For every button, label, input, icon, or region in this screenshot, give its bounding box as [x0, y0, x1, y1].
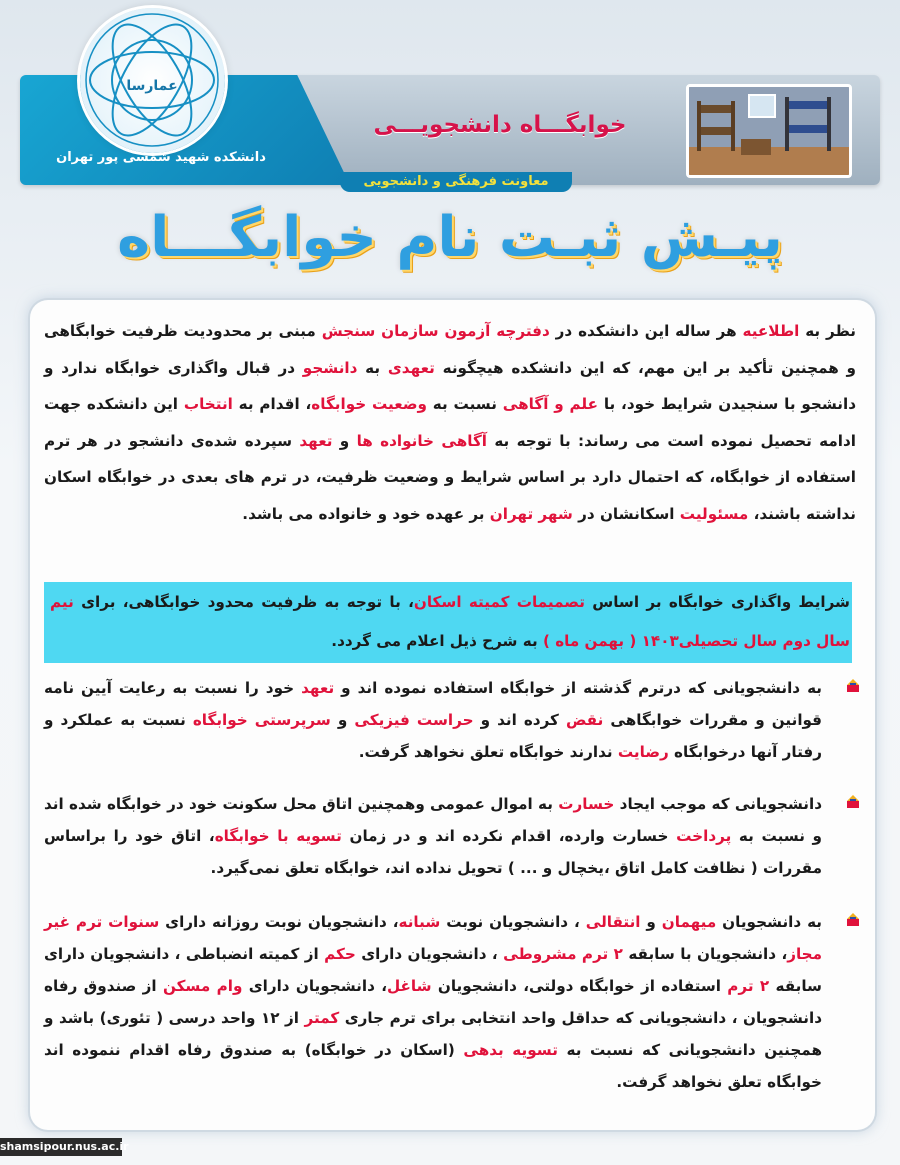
- website-url[interactable]: shamsipour.nus.ac.ir: [0, 1138, 122, 1156]
- intro-text: نظر به: [799, 322, 856, 340]
- condition-text: ندارند خوابگاه تعلق نخواهد گرفت.: [358, 743, 618, 761]
- condition-text: به اموال عمومی وهمچنین اتاق محل سکونت خود در خوابگاه شده اند و نسبت به: [44, 795, 823, 845]
- highlight-text: به شرح ذیل اعلام می گردد.: [331, 632, 543, 650]
- condition-text: ، دانشجویان نوبت: [440, 913, 586, 931]
- intro-text: هر ساله این دانشکده در: [549, 322, 743, 340]
- condition-emphasis: سرپرستی خوابگاه: [192, 711, 331, 729]
- condition-emphasis: تسویه با خوابگاه: [214, 827, 342, 845]
- dormitory-room-image: [686, 84, 852, 178]
- page-title: پیـش ثبـت نام خوابگـــاه: [117, 205, 783, 270]
- intro-text: به: [357, 358, 388, 377]
- condition-emphasis: تعهد: [301, 679, 335, 697]
- intro-emphasis: دانشجو: [302, 358, 358, 377]
- intro-emphasis: دفترچه آزمون سازمان سنجش: [321, 322, 550, 340]
- intro-text: نسبت به: [426, 395, 503, 413]
- university-logo: [80, 8, 225, 153]
- condition-emphasis: ۲ ترم مشروطی: [503, 945, 623, 963]
- condition-text: ، اتاق خود را براساس مقررات ( نظافت کامل اتاق ،یخچال و ... ) تحویل نداده اند، خوابگاه تعلق نمی‌گیرد.: [44, 827, 822, 877]
- condition-emphasis: تسویه بدهی: [463, 1041, 558, 1059]
- condition-emphasis: میهمان: [661, 913, 717, 931]
- intro-emphasis: علم و آگاهی: [502, 395, 598, 413]
- condition-text: و: [640, 913, 662, 931]
- condition-item-3: [44, 906, 822, 1098]
- condition-emphasis: رضایت: [617, 743, 669, 761]
- intro-emphasis: تعهد: [299, 431, 333, 450]
- condition-emphasis: انتقالی: [585, 913, 641, 931]
- school-name: دانشکده شهید شمسی پور تهران: [56, 150, 266, 165]
- condition-text: نسبت به عملکرد و رفتار آنها درخوابگاه: [44, 711, 822, 761]
- intro-emphasis: شهر تهران: [489, 504, 573, 523]
- condition-text: دانشجویانی که موجب ایجاد: [614, 795, 822, 813]
- intro-text: این دانشکده جهت ادامه تحصیل نموده است می رساند: با توجه به: [44, 395, 856, 450]
- intro-text: سپرده شده‌ی دانشجو در هر ترم استفاده از خوابگاه، که احتمال دارد بر اساس شرایط و وضعیت ظرفیت، در ترم های بعدی در خوابگاه اسکان نداشته باشند،: [44, 431, 856, 523]
- condition-item-1: [44, 672, 822, 768]
- condition-emphasis: سنوات ترم غیر مجاز: [44, 913, 823, 963]
- highlight-emphasis: نیم سال دوم سال تحصیلی۱۴۰۳ ( بهمن ماه ): [50, 593, 850, 650]
- condition-text: کرده اند و: [473, 711, 566, 729]
- condition-text: ، دانشجویان با سابقه: [622, 945, 788, 963]
- intro-emphasis: اطلاعیه: [742, 322, 800, 340]
- condition-emphasis: خسارت: [558, 795, 615, 813]
- bullet-icon: [846, 679, 860, 693]
- bullet-icon: [846, 795, 860, 809]
- condition-item-2: [44, 788, 822, 884]
- bullet-icon: [846, 913, 860, 927]
- highlight-text: ، با توجه به ظرفیت محدود خوابگاهی، برای: [73, 593, 414, 611]
- condition-text: از صندوق رفاه دانشجویان ، دانشجویانی که حداقل واحد انتخابی برای ترم جاری: [44, 977, 822, 1027]
- condition-emphasis: نقض: [565, 711, 604, 729]
- intro-emphasis: انتخاب: [183, 395, 233, 413]
- logo-script: عمارسا: [126, 78, 178, 94]
- condition-text: ، دانشجویان نوبت روزانه دارای: [159, 913, 399, 931]
- condition-text: خود را نسبت به رعایت آیین نامه قوانین و مقررات خوابگاهی: [44, 679, 822, 729]
- condition-text: خسارت وارده، اقدام نکرده اند و در زمان: [341, 827, 677, 845]
- condition-text: ، دانشجویان دارای: [242, 977, 387, 995]
- condition-text: از ۱۲ واحد درسی ( تئوری) باشد و همچنین دانشجویانی که نسبت به: [44, 1009, 822, 1059]
- condition-emphasis: پرداخت: [676, 827, 732, 845]
- condition-text: ، دانشجویان دارای: [355, 945, 504, 963]
- condition-text: از کمیته انضباطی ، دانشجویان دارای سابقه: [44, 945, 822, 995]
- condition-text: و: [330, 711, 355, 729]
- condition-emphasis: شاغل: [386, 977, 432, 995]
- intro-text: در قبال واگذاری خوابگاه ندارد و دانشجو با سنجیدن شرایط خود، با: [44, 358, 856, 413]
- intro-emphasis: مسئولیت: [679, 504, 749, 523]
- condition-emphasis: شبانه: [398, 913, 441, 931]
- intro-paragraph: [44, 313, 856, 532]
- highlight-emphasis: تصمیمات کمیته اسکان: [413, 593, 585, 611]
- condition-emphasis: ۲ ترم: [727, 977, 770, 995]
- intro-text: بر عهده خود و خانواده می باشد.: [242, 504, 490, 523]
- condition-text: به دانشجویان: [716, 913, 822, 931]
- condition-text: به دانشجویانی که درترم گذشته از خوابگاه استفاده نموده اند و: [334, 679, 822, 697]
- intro-text: مبنی بر محدودیت ظرفیت خوابگاهی و همچنین تأکید بر این مهم، که این دانشکده هیچگونه: [44, 322, 856, 377]
- intro-text: اسکانشان در: [572, 504, 680, 523]
- condition-emphasis: حکم: [324, 945, 356, 963]
- intro-emphasis: تعهدی: [387, 358, 435, 377]
- condition-text: (اسکان در خوابگاه) به صندوق رفاه اقدام ننموده اند خوابگاه تعلق نخواهد گرفت.: [44, 1041, 822, 1091]
- intro-text: و: [332, 431, 357, 450]
- intro-emphasis: وضعیت خوابگاه: [311, 395, 427, 413]
- condition-emphasis: حراست فیزیکی: [354, 711, 474, 729]
- condition-emphasis: وام مسکن: [162, 977, 243, 995]
- intro-emphasis: آگاهی خانواده ها: [356, 431, 487, 450]
- intro-text: ، اقدام به: [232, 395, 312, 413]
- condition-emphasis: کمتر: [304, 1009, 340, 1027]
- condition-text: استفاده از خوابگاه دولتی، دانشجویان: [431, 977, 728, 995]
- dorm-title: خوابگـــاه دانشجویـــی: [373, 112, 627, 138]
- deputy-subtitle: معاونت فرهنگی و دانشجویی: [340, 172, 572, 192]
- highlight-text: شرایط واگذاری خوابگاه بر اساس: [584, 593, 850, 611]
- highlight-paragraph: [50, 583, 850, 661]
